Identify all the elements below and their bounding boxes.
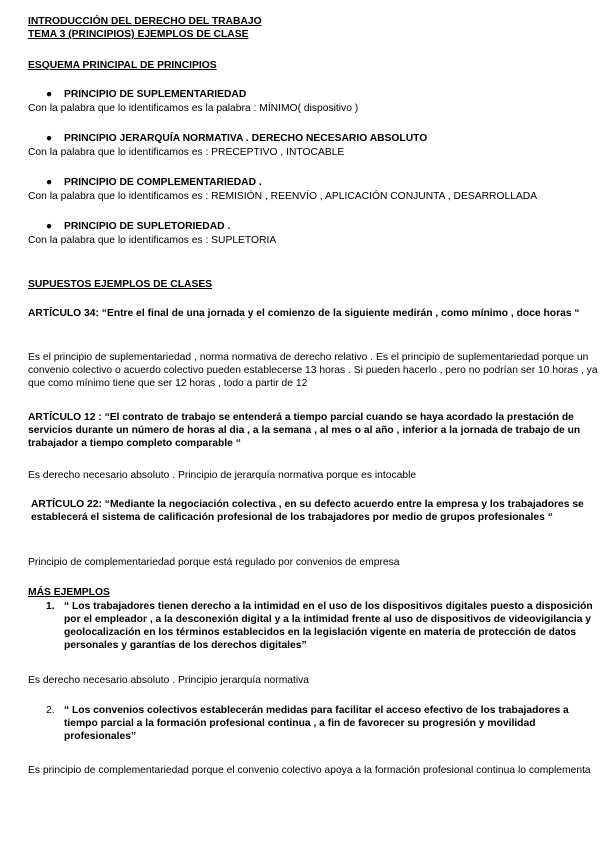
article-22-quote: ARTÍCULO 22: “Mediante la negociación colectiva , en su defecto acuerdo entre la empresa y los trabajadores se establecerá el sistema de calificación profesional de los trabajadores por medio de grupos profesionales “ — [31, 499, 584, 523]
esquema-item-desc: Con la palabra que lo identificamos es la palabra : MÍNIMO( dispositivo ) — [28, 103, 359, 114]
supuestos-heading: SUPUESTOS EJEMPLOS DE CLASES — [28, 279, 213, 290]
list-number: 1. — [46, 601, 55, 612]
esquema-item-title: PRINCIPIO JERARQUÍA NORMATIVA . DERECHO NECESARIO ABSOLUTO — [64, 133, 428, 144]
esquema-item-3 — [46, 176, 262, 189]
esquema-heading: ESQUEMA PRINCIPAL DE PRINCIPIOS — [28, 60, 217, 71]
esquema-item-desc: Con la palabra que lo identificamos es : REMISIÓN , REENVÍO , APLICACIÓN CONJUNTA , DESARROLLADA — [28, 191, 538, 202]
esquema-item-desc: Con la palabra que lo identificamos es : PRECEPTIVO , INTOCABLE — [28, 147, 345, 158]
bullet-icon: ● — [46, 221, 53, 232]
esquema-item-title: PRINCIPIO DE SUPLEMENTARIEDAD — [64, 89, 247, 100]
document-title: INTRODUCCIÓN DEL DERECHO DEL TRABAJO — [28, 16, 262, 27]
article-34-answer: Es el principio de suplementariedad , norma normativa de derecho relativo . Es el principio de suplementariedad porque un convenio colectivo o acuerdo colectivo pueden establecerse 13 horas . Si pueden hacerlo , pero no podrían ser 10 horas , ya que como mínimo tiene que ser 12 horas , todo a partir de 12 — [28, 352, 598, 389]
mas-ejemplos-heading: MÁS EJEMPLOS — [28, 587, 110, 598]
article-34-quote: ARTÍCULO 34: “Entre el final de una jornada y el comienzo de la siguiente medirán , como mínimo , doce horas “ — [28, 308, 580, 319]
esquema-item-4 — [46, 220, 230, 233]
bullet-icon: ● — [46, 89, 53, 100]
document-subtitle: TEMA 3 (PRINCIPIOS) EJEMPLOS DE CLASE — [28, 29, 249, 40]
article-22-answer: Principio de complementariedad porque está regulado por convenios de empresa — [28, 557, 400, 568]
list-number: 2. — [46, 705, 55, 716]
mas-item-2-quote: “ Los convenios colectivos establecerán medidas para facilitar el acceso efectivo de los trabajadores a tiempo parcial a la formación profesional continua , a fin de favorecer su progresión y movilidad profesionales” — [64, 705, 569, 742]
esquema-item-1 — [46, 88, 246, 101]
esquema-item-2 — [46, 132, 427, 145]
esquema-item-desc: Con la palabra que lo identificamos es : SUPLETORIA — [28, 235, 277, 246]
bullet-icon: ● — [46, 133, 53, 144]
article-12-quote: ARTÍCULO 12 : “El contrato de trabajo se entenderá a tiempo parcial cuando se haya acordado la prestación de servicios durante un número de horas al dia , a la semana , al mes o al año , inferior a la jornada de trabajo de un trabajador a tiempo completo comparable “ — [28, 412, 581, 449]
mas-item-1-answer: Es derecho necesario absoluto . Principio jerarquía normativa — [28, 675, 310, 686]
mas-item-1-quote: “ Los trabajadores tienen derecho a la intimidad en el uso de los dispositivos digitales puesto a disposición por el empleador , a la desconexión digital y a la intimidad frente al uso de dispositivos de videovigilancia y geolocalización en los términos establecidos en la legislación vigente en materia de protección de datos personales y garantías de los derechos digitales” — [64, 601, 593, 651]
esquema-item-title: PRINCIPIO DE COMPLEMENTARIEDAD . — [64, 177, 262, 188]
bullet-icon: ● — [46, 177, 53, 188]
mas-item-2-answer: Es principio de complementariedad porque el convenio colectivo apoya a la formación profesional continua lo complementa — [28, 765, 591, 776]
esquema-item-title: PRINCIPIO DE SUPLETORIEDAD . — [64, 221, 231, 232]
article-12-answer: Es derecho necesario absoluto . Principio de jerarquía normativa porque es intocable — [28, 470, 417, 481]
